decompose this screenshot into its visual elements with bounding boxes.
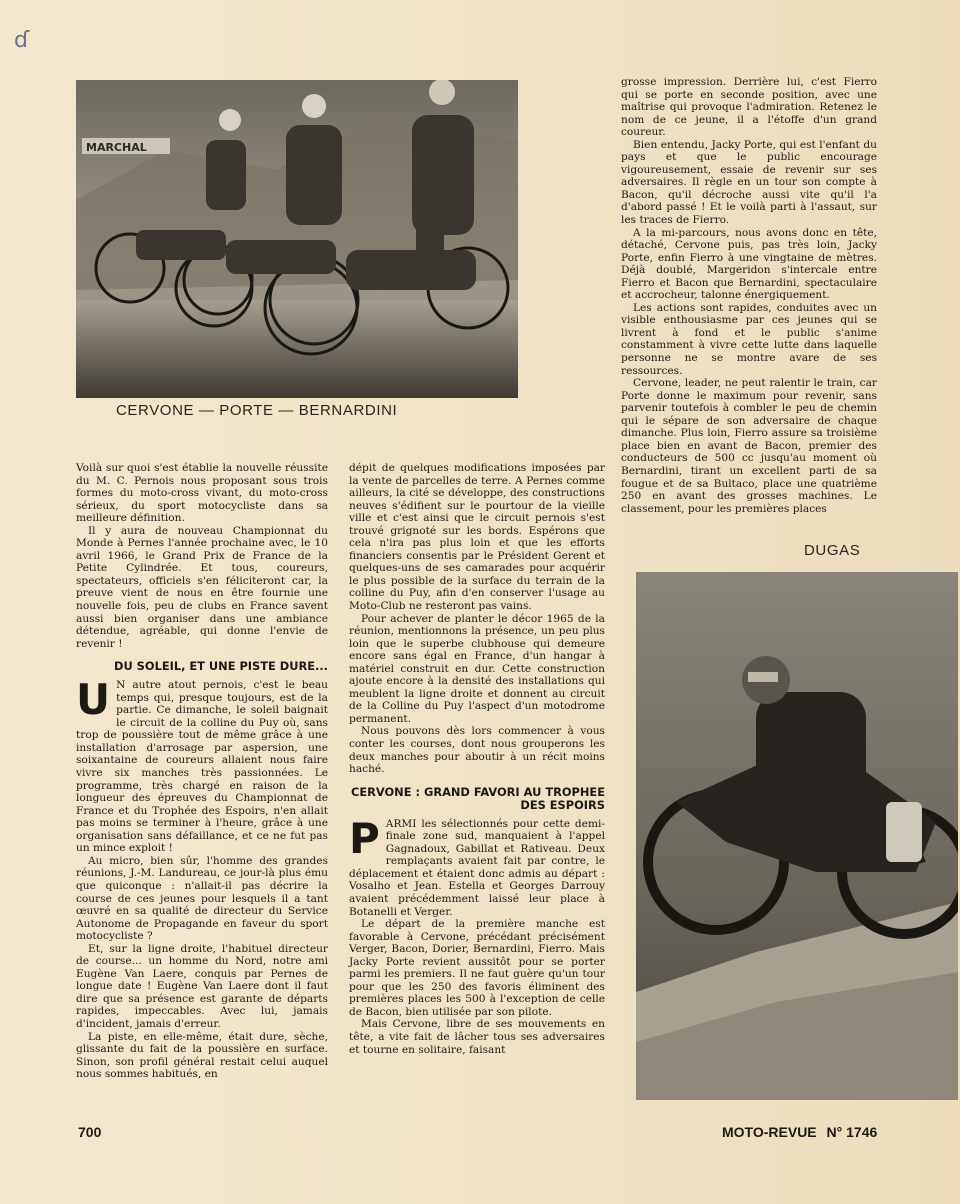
paragraph: N autre atout pernois, c'est le beau temps qui, presque toujours, est de la partie. Ce dimanche, le soleil baignait le circuit de la colline du Puy où, sans trop de poussière tout de même grâce à une installation d'arrosage par aspersion, une soixantaine de coureurs allaient nous faire vivre six manches très passionnées. Le programme, très chargé en raison de la longueur des épreuves du Championnat de France et du Trophée des Espoirs, n'en allait pas moins se terminer à l'heure, grâce à une organisation sans défaillance, et ce ne fut pas un mince exploit ! xyxy=(76,679,328,855)
photo-sign-text: MARCHAL xyxy=(86,141,147,154)
paragraph: dépit de quelques modifications imposées par la vente de parcelles de terre. A Pernes comme ailleurs, la cité se développe, des constructions neuves s'édifient sur le pourtour de la vieille ville et c'est ainsi que le circuit pernois s'est trouvé grignoté sur les bords. Espérons que cela n'ira pas plus loin et que les efforts financiers consentis par le Président Gerent et quelques-uns de ses camarades pour acquérir le plus possible de la surface du terrain de la colline du Puy, afin d'en conserver l'usage au Moto-Club ne resteront pas vains. xyxy=(349,462,605,613)
paragraph: A la mi-parcours, nous avons donc en tête, détaché, Cervone puis, pas très loin, Jacky Porte, enfin Fierro à une vingtaine de mètres. Déjà doublé, Margeridon s'intercale entre Fierro et Bacon que Bernardini, spectaculaire et accrocheur, talonne énergiquement. xyxy=(621,226,877,302)
photo-dugas xyxy=(636,572,958,1100)
corner-pen-mark: ɗ xyxy=(14,28,30,53)
dropcap-p: P xyxy=(349,813,380,863)
paragraph: Pour achever de planter le décor 1965 de la réunion, mentionnons la présence, un peu plus loin que le superbe clubhouse qui demeure encore sans égal en France, d'un hangar à matériel construit en dur. Cette construction ajoute encore à la densité des installations qui meublent la ligne droite et donnent au circuit de la Colline du Puy l'aspect d'un motodrome permanent. xyxy=(349,612,605,725)
right-column-top xyxy=(621,76,877,515)
paragraph: La piste, en elle-même, était dure, sèche, glissante du fait de la poussière en surface. Sinon, son profil général restait celui auquel nous sommes habitués, en xyxy=(76,1030,328,1081)
photo-riders-top xyxy=(76,80,518,398)
photo-dugas-image xyxy=(636,572,958,1100)
issue-number: N° 1746 xyxy=(826,1124,878,1140)
paragraph: ARMI les sélectionnés pour cette demi-finale zone sud, manquaient à l'appel Gagnadoux, Gabillat et Rativeau. Deux remplaçants avaient fait par contre, le déplacement et étaient donc admis au départ : Vosalho et Jean. Estella et Georges Darrouy avaient précédemment laissé leur place à Botanelli et Verger. xyxy=(349,817,605,918)
caption-dugas: DUGAS xyxy=(804,542,861,559)
caption-top-photo: CERVONE — PORTE — BERNARDINI xyxy=(116,402,398,419)
paragraph: Les actions sont rapides, conduites avec un visible enthousiasme par ces jeunes qui se livrent à fond et le public s'anime constamment à vivre cette lutte dans laquelle personne ne se montre avare de ses ressources. xyxy=(621,301,877,377)
paragraph: Voilà sur quoi s'est établie la nouvelle réussite du M. C. Pernois nous proposant sous trois formes du moto-cross vivant, du moto-cross sérieux, du sport motocycliste dans sa meilleure définition. xyxy=(76,462,328,525)
left-column xyxy=(76,462,328,1081)
paragraph: grosse impression. Derrière lui, c'est Fierro qui se porte en seconde position, avec une maîtrise qui provoque l'admiration. Retenez le nom de ce jeune, il a l'étoffe d'un grand coureur. xyxy=(621,76,877,139)
paragraph: Il y aura de nouveau Championnat du Monde à Pernes l'année prochaine avec, le 10 avril 1966, le Grand Prix de France de la Petite Cylindrée. Et tous, coureurs, spectateurs, officiels s'en féliciteront car, la preuve vient de nous en être fournie une nouvelle fois, peu de clubs en France savent aussi bien organiser dans une ambiance détendue, agréable, qui donne l'envie de revenir ! xyxy=(76,524,328,650)
paragraph: Cervone, leader, ne peut ralentir le train, car Porte donne le maximum pour revenir, sans parvenir toutefois à combler le peu de chemin qui le sépare de son adversaire de chaque dimanche. Plus loin, Fierro assure sa troisième place bien en avant de Bacon, premier des conducteurs de 500 cc jusqu'au moment où Bernardini, tirant un excellent parti de sa fougue et de sa Bultaco, place une quatrième 250 en avant des grosses machines. Le classement, pour les premières places xyxy=(621,377,877,515)
paragraph: Et, sur la ligne droite, l'habituel directeur de course... un homme du Nord, notre ami Eugène Van Laere, conquis par Pernes de longue date ! Eugène Van Laere dont il faut dire que sa présence est garante de départs rapides, impeccables. Avec lui, jamais d'incident, jamais d'erreur. xyxy=(76,942,328,1030)
dropcap-u: U xyxy=(76,675,111,725)
middle-column xyxy=(349,462,605,1056)
paragraph: Le départ de la première manche est favorable à Cervone, précédant précisément Verger, Bacon, Dorier, Bernardini, Fierro. Mais Jacky Porte revient aussitôt pour se porter parmi les premiers. Il ne faut guère qu'un tour pour que les 250 des favoris éliminent des premières places les 500 à l'exception de celle de Bacon, bien utilisée par son pilote. xyxy=(349,918,605,1018)
section-heading-cervone: CERVONE : GRAND FAVORI AU TROPHEE DES ESPOIRS xyxy=(350,784,605,812)
page-number: 700 xyxy=(78,1124,102,1140)
section-heading-soleil: DU SOLEIL, ET UNE PISTE DURE... xyxy=(114,659,328,674)
magazine-name: MOTO-REVUE xyxy=(722,1124,817,1140)
paragraph: Nous pouvons dès lors commencer à vous conter les courses, dont nous grouperons les deux manches pour aboutir à un récit moins haché. xyxy=(349,725,605,776)
magazine-title xyxy=(722,1124,877,1140)
paragraph: Bien entendu, Jacky Porte, qui est l'enfant du pays et que le public encourage vigoureusement, essaie de revenir sur ses adversaires. Il règle en un tour son compte à Bacon, qu'il décroche aussi vite qu'il l'a d'abord passé ! Et le voilà parti à l'assaut, sur les traces de Fierro. xyxy=(621,138,877,227)
photo-riders-image xyxy=(76,80,518,398)
paragraph: Au micro, bien sûr, l'homme des grandes réunions, J.-M. Landureau, ce jour-là plus ému que quiconque : n'allait-il pas décrire la course de ces jeunes pour lesquels il a tant œuvré en sa qualité de directeur du Service Autonome de Propagande en faveur du sport motocycliste ? xyxy=(76,854,328,943)
paragraph: Mais Cervone, libre de ses mouvements en tête, a vite fait de lâcher tous ses adversaires et tourne en solitaire, faisant xyxy=(349,1018,605,1056)
